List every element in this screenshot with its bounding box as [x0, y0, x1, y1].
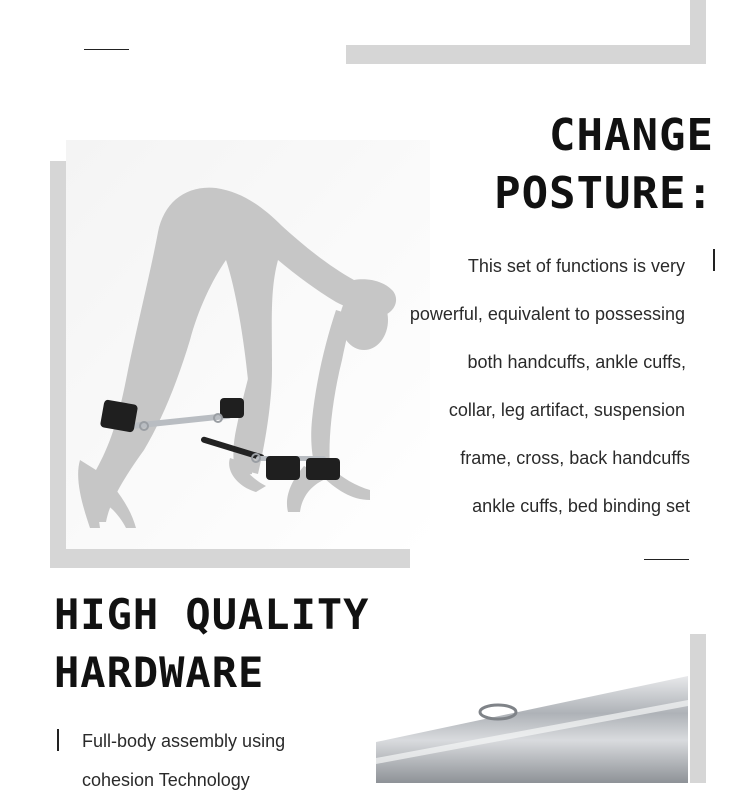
paragraph-line: powerful, equivalent to possessing [409, 304, 685, 324]
paragraph-marker-left [57, 729, 59, 751]
heading-line-change: CHANGE [549, 110, 714, 161]
paragraph-marker-right [713, 249, 715, 271]
change-section-divider [644, 559, 689, 560]
paragraph-line: ankle cuffs, bed binding set [472, 496, 690, 516]
paragraph-line: both handcuffs, ankle cuffs, [467, 352, 686, 372]
paragraph-line: collar, leg artifact, suspension [448, 400, 685, 420]
image-frame-left [50, 161, 66, 568]
paragraph-line: This set of functions is very [467, 256, 685, 276]
heading-line-posture: POSTURE: [494, 168, 714, 219]
hardware-frame-vertical [690, 634, 706, 783]
hardware-paragraph [82, 0, 342, 790]
paragraph-line: frame, cross, back handcuffs [460, 448, 690, 468]
heading-line-hardware: HARDWARE [54, 648, 265, 697]
paragraph-line: cohesion Technology [82, 770, 250, 790]
hardware-closeup-image [376, 660, 688, 783]
top-frame-vertical [690, 0, 706, 64]
paragraph-line: Full-body assembly using [82, 731, 286, 751]
heading-line-high-quality: HIGH QUALITY [54, 590, 370, 639]
